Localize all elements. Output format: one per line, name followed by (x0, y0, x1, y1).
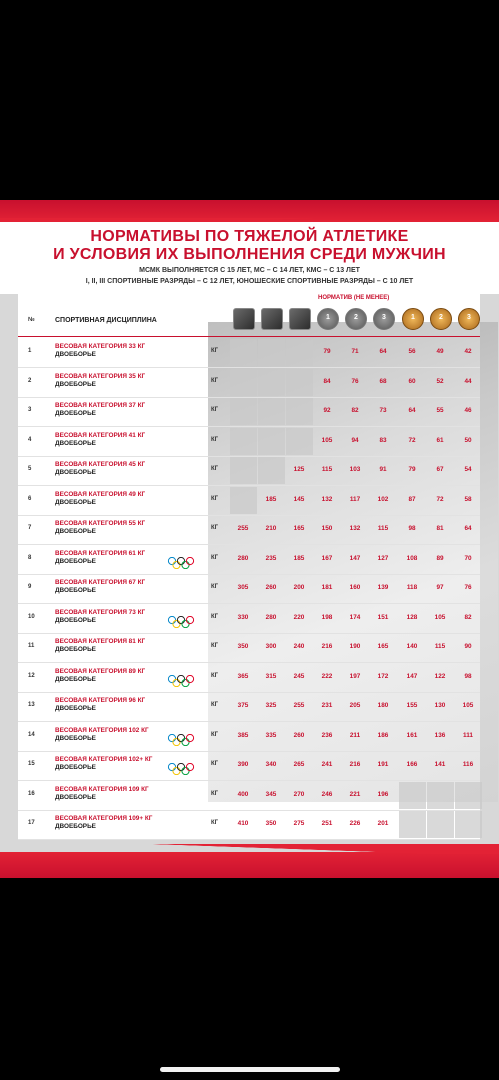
olympic-rings-icon (166, 763, 196, 775)
weight-category: ВЕСОВАЯ КАТЕГОРИЯ 109 КГ (55, 785, 149, 793)
weight-category: ВЕСОВАЯ КАТЕГОРИЯ 73 КГ (55, 608, 146, 616)
norm-value: 255 (293, 702, 305, 709)
unit-label: КГ (211, 466, 219, 472)
unit-label: КГ (211, 554, 219, 561)
norm-value: 300 (265, 643, 277, 650)
weight-category: ВЕСОВАЯ КАТЕГОРИЯ 89 КГ (55, 667, 146, 675)
norm-value: 132 (349, 525, 361, 532)
norm-value: 151 (377, 613, 389, 621)
empty-cell (399, 811, 426, 838)
discipline-type: ДВОЕБОРЬЕ (55, 469, 96, 476)
norm-value: 275 (293, 820, 305, 827)
rank-badge-label: 2 (439, 314, 443, 321)
discipline-name (55, 432, 185, 448)
norm-value: 172 (377, 672, 389, 680)
rank-badge-icon (402, 308, 424, 330)
norm-value: 330 (237, 613, 249, 621)
norm-value: 161 (406, 731, 418, 739)
empty-cell (230, 487, 257, 514)
age-conditions-line2: I, II, III СПОРТИВНЫЕ РАЗРЯДЫ – С 12 ЛЕТ, ЮНОШЕСКИЕ СПОРТИВНЫЕ РАЗРЯДЫ – С 10 ЛЕТ (85, 278, 414, 285)
norm-value: 127 (377, 554, 389, 562)
norm-value: 185 (293, 554, 305, 562)
norm-value: 83 (379, 436, 387, 444)
empty-cell (258, 339, 285, 366)
norm-value: 89 (436, 554, 444, 562)
row-number: 11 (28, 643, 35, 649)
bottom-black-area (0, 878, 499, 1080)
weight-category: ВЕСОВАЯ КАТЕГОРИЯ 37 КГ (55, 402, 146, 409)
unit-label: КГ (211, 613, 219, 620)
norm-value: 265 (293, 761, 305, 768)
standards-table (18, 292, 480, 840)
norm-value: 226 (349, 820, 361, 827)
norm-value: 145 (293, 495, 305, 503)
discipline-type: ДВОЕБОРЬЕ (55, 823, 96, 830)
empty-cell (399, 782, 426, 809)
discipline-name (55, 638, 185, 654)
discipline-type: ДВОЕБОРЬЕ (55, 675, 96, 683)
empty-cell (286, 369, 313, 396)
top-red-band (0, 200, 499, 222)
row-number: 7 (28, 525, 32, 531)
unit-label: КГ (211, 348, 219, 354)
empty-cell (230, 428, 257, 455)
norm-value: 116 (462, 761, 474, 768)
empty-cell (230, 457, 257, 484)
norm-value: 81 (436, 525, 444, 532)
rank-badge-icon (289, 308, 311, 330)
norm-value: 222 (321, 672, 333, 680)
empty-cell (427, 782, 454, 809)
unit-label: КГ (211, 377, 219, 384)
olympic-rings-icon (166, 734, 196, 746)
bottom-red-band (0, 852, 499, 878)
row-number: 3 (28, 407, 32, 413)
weight-category: ВЕСОВАЯ КАТЕГОРИЯ 67 КГ (55, 579, 146, 586)
discipline-type: ДВОЕБОРЬЕ (55, 410, 96, 417)
table-row (18, 633, 480, 663)
unit-label: КГ (211, 643, 219, 649)
norm-value: 72 (436, 495, 444, 503)
row-number: 9 (28, 584, 32, 590)
table-row (18, 427, 480, 457)
norm-header-label: НОРМАТИВ (НЕ МЕНЕЕ) (318, 295, 390, 301)
weight-category: ВЕСОВАЯ КАТЕГОРИЯ 96 КГ (55, 697, 146, 704)
discipline-name (55, 815, 185, 831)
rank-badge-icon (373, 308, 395, 330)
table-row (18, 692, 480, 722)
discipline-name (55, 697, 185, 713)
norm-value: 64 (379, 348, 387, 355)
norm-value: 82 (464, 613, 472, 621)
rank-badge-icon (261, 308, 283, 330)
norm-value: 325 (265, 702, 277, 709)
norm-value: 72 (408, 436, 416, 444)
rank-badge-icon (458, 308, 480, 330)
norm-value: 180 (377, 702, 389, 709)
table-row (18, 545, 480, 575)
norm-value: 61 (436, 436, 444, 444)
standards-poster (0, 200, 499, 878)
unit-label: КГ (211, 436, 219, 443)
discipline-type: ДВОЕБОРЬЕ (55, 705, 96, 712)
norm-value: 198 (321, 613, 333, 621)
table-row (18, 574, 480, 604)
unit-label: КГ (211, 761, 219, 767)
norm-value: 235 (265, 554, 277, 562)
olympic-rings-icon (166, 557, 196, 569)
discipline-type: ДВОЕБОРЬЕ (55, 764, 96, 771)
norm-value: 236 (321, 731, 333, 739)
norm-value: 167 (321, 554, 333, 562)
norm-value: 385 (237, 731, 249, 739)
unit-label: КГ (211, 407, 219, 413)
unit-label: КГ (211, 702, 219, 708)
row-number: 8 (28, 554, 32, 561)
norm-value: 105 (462, 702, 474, 709)
norm-value: 205 (349, 702, 361, 709)
number-column-header: № (28, 317, 35, 323)
norm-value: 105 (321, 436, 333, 444)
discipline-type: ДВОЕБОРЬЕ (55, 498, 96, 506)
norm-value: 67 (436, 466, 444, 473)
row-number: 16 (28, 790, 35, 797)
table-row (18, 751, 480, 781)
table-row (18, 604, 480, 634)
norm-value: 147 (349, 554, 361, 562)
rank-badge-icon (430, 308, 452, 330)
weight-category: ВЕСОВАЯ КАТЕГОРИЯ 41 КГ (55, 431, 146, 439)
norm-value: 365 (237, 672, 249, 680)
rank-badge-label: 1 (326, 314, 330, 321)
norm-value: 220 (293, 613, 305, 621)
norm-value: 50 (464, 436, 472, 444)
norm-value: 108 (406, 554, 418, 562)
olympic-rings-icon (166, 616, 196, 628)
norm-value: 335 (265, 731, 277, 739)
weight-category: ВЕСОВАЯ КАТЕГОРИЯ 33 КГ (55, 343, 146, 350)
weight-category: ВЕСОВАЯ КАТЕГОРИЯ 109+ КГ (55, 815, 153, 822)
unit-label: КГ (211, 731, 219, 738)
norm-value: 44 (464, 377, 472, 385)
age-conditions-line1: МСМК ВЫПОЛНЯЕТСЯ С 15 ЛЕТ, МС – С 14 ЛЕТ, КМС – С 13 ЛЕТ (139, 267, 360, 274)
norm-value: 260 (293, 731, 305, 739)
rank-badge-icon (317, 308, 339, 330)
table-row (18, 338, 480, 368)
empty-cell (455, 811, 482, 838)
norm-value: 200 (293, 584, 305, 591)
unit-label: КГ (211, 790, 219, 797)
weight-category: ВЕСОВАЯ КАТЕГОРИЯ 45 КГ (55, 461, 146, 468)
discipline-name (55, 579, 185, 595)
norm-value: 79 (408, 466, 416, 473)
norm-value: 87 (408, 495, 416, 503)
home-indicator[interactable] (160, 1067, 340, 1072)
norm-value: 216 (321, 643, 333, 650)
discipline-name (55, 373, 185, 389)
norm-value: 94 (351, 436, 359, 444)
discipline-type: ДВОЕБОРЬЕ (55, 793, 96, 801)
norm-value: 280 (237, 554, 249, 562)
table-row (18, 781, 480, 811)
norm-value: 246 (321, 790, 333, 798)
norm-value: 240 (293, 643, 305, 650)
norm-value: 160 (349, 584, 361, 591)
norm-value: 181 (321, 584, 333, 591)
norm-value: 115 (434, 643, 446, 650)
norm-value: 174 (349, 613, 361, 621)
norm-value: 350 (237, 643, 249, 650)
norm-value: 251 (321, 820, 333, 827)
norm-value: 132 (321, 495, 333, 503)
empty-cell (455, 782, 482, 809)
norm-value: 190 (349, 643, 361, 650)
norm-value: 140 (406, 643, 418, 650)
norm-value: 76 (464, 584, 472, 591)
norm-value: 315 (265, 672, 277, 680)
empty-cell (286, 339, 313, 366)
row-number: 1 (28, 348, 32, 354)
weight-category: ВЕСОВАЯ КАТЕГОРИЯ 102+ КГ (55, 756, 153, 763)
row-number: 13 (28, 702, 35, 708)
norm-value: 196 (377, 790, 389, 798)
norm-value: 115 (321, 466, 333, 473)
discipline-type: ДВОЕБОРЬЕ (55, 557, 96, 565)
norm-value: 210 (265, 525, 277, 532)
norm-value: 340 (265, 761, 277, 768)
norm-value: 64 (408, 407, 416, 414)
rank-badge-label: 2 (354, 314, 358, 321)
norm-value: 241 (321, 761, 333, 768)
poster-title-line1: НОРМАТИВЫ ПО ТЯЖЕЛОЙ АТЛЕТИКЕ (90, 228, 409, 245)
unit-label: КГ (211, 584, 219, 590)
empty-cell (230, 398, 257, 425)
norm-value: 102 (377, 495, 389, 503)
discipline-type: ДВОЕБОРЬЕ (55, 351, 96, 358)
row-number: 5 (28, 466, 32, 472)
discipline-name (55, 402, 185, 418)
table-row (18, 397, 480, 427)
empty-cell (230, 339, 257, 366)
empty-cell (230, 369, 257, 396)
norm-value: 130 (434, 702, 446, 709)
unit-label: КГ (211, 495, 219, 502)
table-row (18, 663, 480, 693)
rank-badge-label: 1 (411, 314, 415, 321)
norm-value: 165 (293, 525, 305, 532)
weight-category: ВЕСОВАЯ КАТЕГОРИЯ 49 КГ (55, 490, 146, 498)
row-number: 6 (28, 495, 32, 502)
norm-value: 139 (377, 584, 389, 591)
discipline-name (55, 461, 185, 477)
rank-badge-icon (345, 308, 367, 330)
empty-cell (427, 811, 454, 838)
discipline-type: ДВОЕБОРЬЕ (55, 646, 96, 653)
weight-category: ВЕСОВАЯ КАТЕГОРИЯ 102 КГ (55, 726, 149, 734)
norm-value: 97 (436, 584, 444, 591)
norm-value: 150 (321, 525, 333, 532)
norm-value: 103 (349, 466, 361, 473)
norm-value: 64 (464, 525, 472, 532)
row-number: 17 (28, 820, 35, 826)
norm-value: 191 (377, 761, 389, 768)
norm-value: 390 (237, 761, 249, 768)
norm-value: 185 (265, 495, 277, 503)
norm-value: 350 (265, 820, 277, 827)
norm-value: 165 (377, 643, 389, 650)
norm-value: 280 (265, 613, 277, 621)
unit-label: КГ (211, 820, 219, 826)
norm-value: 58 (464, 495, 472, 503)
norm-value: 375 (237, 702, 249, 709)
norm-value: 98 (464, 672, 472, 680)
row-number: 10 (28, 613, 35, 620)
weight-category: ВЕСОВАЯ КАТЕГОРИЯ 61 КГ (55, 549, 146, 557)
norm-value: 221 (349, 790, 361, 798)
empty-cell (258, 457, 285, 484)
table-row (18, 515, 480, 545)
norm-value: 197 (349, 672, 361, 680)
table-row (18, 722, 480, 752)
norm-value: 92 (323, 407, 331, 414)
norm-value: 76 (351, 377, 359, 385)
discipline-name (55, 343, 185, 359)
norm-value: 118 (406, 584, 418, 591)
norm-value: 186 (377, 731, 389, 739)
norm-value: 71 (351, 348, 359, 355)
discipline-name (55, 786, 185, 802)
poster-title-line2: И УСЛОВИЯ ИХ ВЫПОЛНЕНИЯ СРЕДИ МУЖЧИН (53, 246, 446, 263)
norm-value: 270 (293, 790, 305, 798)
empty-cell (258, 398, 285, 425)
table-row (18, 810, 480, 840)
norm-value: 68 (379, 377, 387, 385)
discipline-type: ДВОЕБОРЬЕ (55, 380, 96, 388)
norm-value: 46 (464, 407, 472, 414)
norm-value: 136 (434, 731, 446, 739)
norm-value: 111 (463, 731, 473, 739)
norm-value: 255 (237, 525, 249, 532)
norm-value: 155 (406, 702, 418, 709)
norm-value: 201 (377, 820, 389, 827)
norm-value: 231 (321, 702, 333, 709)
norm-value: 345 (265, 790, 277, 798)
norm-value: 141 (434, 761, 446, 768)
discipline-type: ДВОЕБОРЬЕ (55, 587, 96, 594)
discipline-type: ДВОЕБОРЬЕ (55, 616, 96, 624)
norm-value: 260 (265, 584, 277, 591)
discipline-type: ДВОЕБОРЬЕ (55, 528, 96, 535)
norm-value: 90 (464, 643, 472, 650)
norm-value: 128 (406, 613, 418, 621)
empty-cell (258, 428, 285, 455)
empty-cell (286, 398, 313, 425)
table-row (18, 456, 480, 486)
norm-value: 211 (349, 731, 361, 739)
norm-value: 117 (349, 495, 361, 503)
norm-value: 115 (377, 525, 389, 532)
row-number: 4 (28, 436, 32, 443)
norm-value: 55 (436, 407, 444, 414)
norm-value: 60 (408, 377, 416, 385)
discipline-name (55, 520, 185, 536)
header-divider (18, 336, 480, 337)
table-row (18, 368, 480, 398)
norm-value: 52 (436, 377, 444, 385)
norm-value: 305 (237, 584, 249, 591)
norm-value: 166 (406, 761, 418, 768)
discipline-type: ДВОЕБОРЬЕ (55, 734, 96, 742)
norm-value: 84 (323, 377, 331, 385)
row-number: 12 (28, 672, 35, 679)
unit-label: КГ (211, 672, 219, 679)
norm-value: 245 (293, 672, 305, 680)
norm-value: 82 (351, 407, 359, 414)
row-number: 14 (28, 731, 35, 738)
norm-value: 56 (408, 348, 416, 355)
norm-value: 70 (464, 554, 472, 562)
norm-value: 122 (434, 672, 446, 680)
row-number: 2 (28, 377, 32, 384)
weight-category: ВЕСОВАЯ КАТЕГОРИЯ 35 КГ (55, 372, 146, 380)
rank-badge-icon (233, 308, 255, 330)
norm-value: 42 (464, 348, 472, 355)
norm-value: 49 (436, 348, 444, 355)
norm-value: 73 (379, 407, 387, 414)
norm-value: 216 (349, 761, 361, 768)
norm-value: 98 (408, 525, 416, 532)
norm-value: 147 (406, 672, 418, 680)
weight-category: ВЕСОВАЯ КАТЕГОРИЯ 81 КГ (55, 638, 146, 645)
olympic-rings-icon (166, 675, 196, 687)
row-number: 15 (28, 761, 35, 767)
rank-badge-label: 3 (382, 314, 386, 321)
norm-value: 125 (293, 466, 305, 473)
norm-value: 79 (323, 348, 331, 355)
empty-cell (286, 428, 313, 455)
norm-value: 410 (237, 820, 249, 827)
weight-category: ВЕСОВАЯ КАТЕГОРИЯ 55 КГ (55, 520, 146, 527)
table-row (18, 486, 480, 516)
discipline-type: ДВОЕБОРЬЕ (55, 439, 96, 447)
norm-value: 105 (434, 613, 446, 621)
unit-label: КГ (211, 525, 219, 531)
norm-value: 91 (379, 466, 387, 473)
rank-badge-label: 3 (467, 314, 471, 321)
norm-value: 54 (464, 466, 472, 473)
discipline-column-header: СПОРТИВНАЯ ДИСЦИПЛИНА (55, 317, 157, 324)
empty-cell (258, 369, 285, 396)
norm-value: 400 (237, 790, 249, 798)
top-black-area (0, 0, 499, 200)
discipline-name (55, 491, 185, 507)
